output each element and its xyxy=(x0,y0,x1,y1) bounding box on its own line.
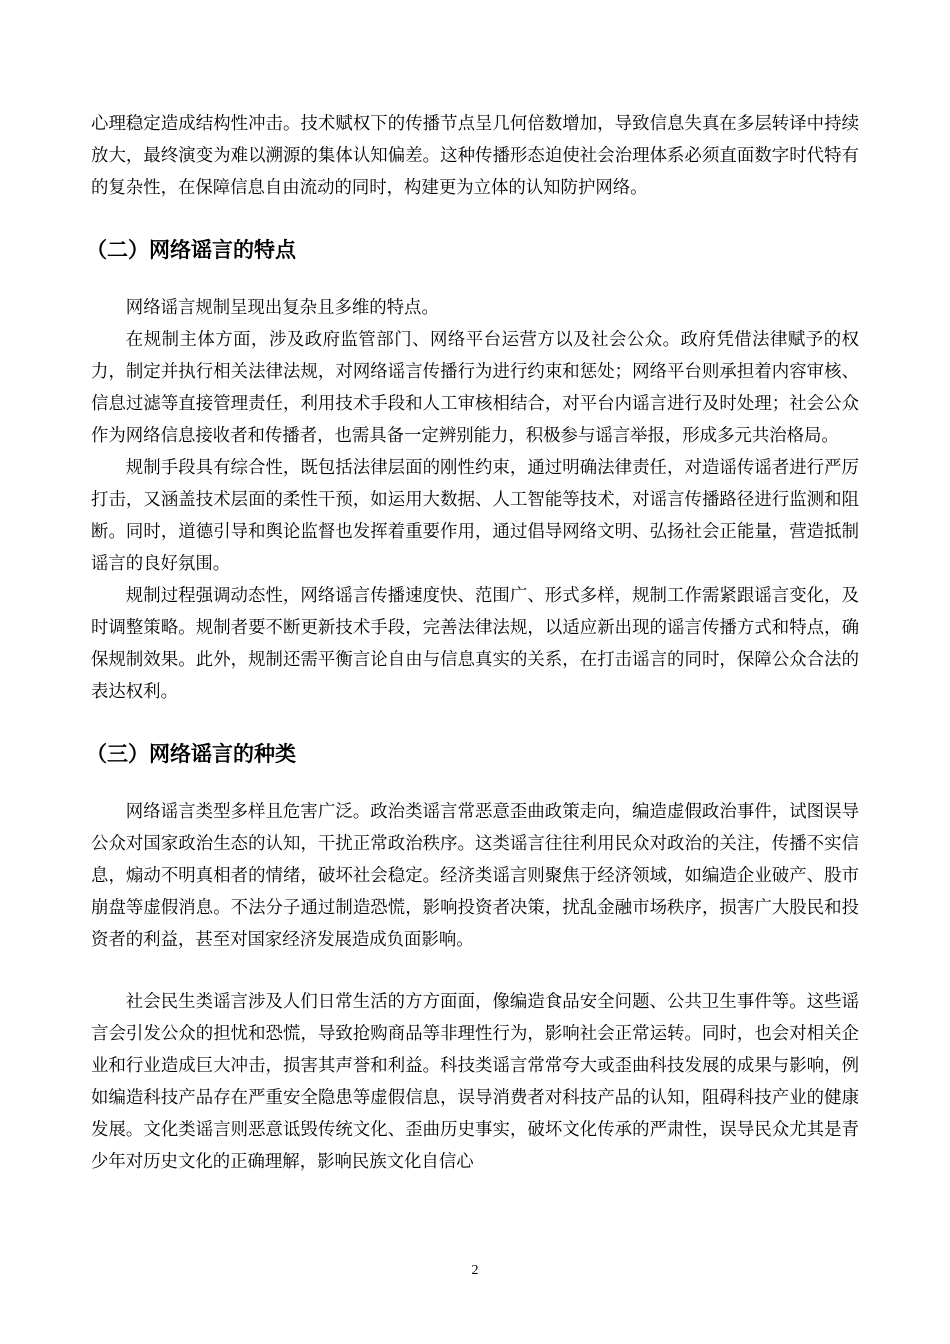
paragraph: 规制手段具有综合性，既包括法律层面的刚性约束，通过明确法律责任，对造谣传谣者进行严厉打击，又涵盖技术层面的柔性干预，如运用大数据、人工智能等技术，对谣言传播路径进行监测和阻断。同时，道德引导和舆论监督也发挥着重要作用，通过倡导网络文明、弘扬社会正能量，营造抵制谣言的良好氛围。 xyxy=(91,458,859,574)
page-body xyxy=(86,108,859,1178)
section-heading-types: （三）网络谣言的种类 xyxy=(86,742,296,766)
page-number: 2 xyxy=(471,1263,479,1278)
paragraph: 在规制主体方面，涉及政府监管部门、网络平台运营方以及社会公众。政府凭借法律赋予的权力，制定并执行相关法律法规，对网络谣言传播行为进行约束和惩处；网络平台则承担着内容审核、信息过滤等直接管理责任，利用技术手段和人工审核相结合，对平台内谣言进行及时处理；社会公众作为网络信息接收者和传播者，也需具备一定辨别能力，积极参与谣言举报，形成多元共治格局。 xyxy=(91,330,859,446)
section-heading-characteristics: （二）网络谣言的特点 xyxy=(86,238,296,262)
paragraph: 规制过程强调动态性，网络谣言传播速度快、范围广、形式多样，规制工作需紧跟谣言变化，及时调整策略。规制者要不断更新技术手段，完善法律法规，以适应新出现的谣言传播方式和特点，确保规制效果。此外，规制还需平衡言论自由与信息真实的关系，在打击谣言的同时，保障公众合法的表达权利。 xyxy=(91,586,859,702)
continued-paragraph: 心理稳定造成结构性冲击。技术赋权下的传播节点呈几何倍数增加，导致信息失真在多层转译中持续放大，最终演变为难以溯源的集体认知偏差。这种传播形态迫使社会治理体系必须直面数字时代特有的复杂性，在保障信息自由流动的同时，构建更为立体的认知防护网络。 xyxy=(91,114,859,198)
paragraph: 网络谣言类型多样且危害广泛。政治类谣言常恶意歪曲政策走向，编造虚假政治事件，试图误导公众对国家政治生态的认知，干扰正常政治秩序。这类谣言往往利用民众对政治的关注，传播不实信息，煽动不明真相者的情绪，破坏社会稳定。经济类谣言则聚焦于经济领域，如编造企业破产、股市崩盘等虚假消息。不法分子通过制造恐慌，影响投资者决策，扰乱金融市场秩序，损害广大股民和投资者的利益，甚至对国家经济发展造成负面影响。 xyxy=(91,802,859,950)
paragraph: 网络谣言规制呈现出复杂且多维的特点。 xyxy=(125,298,439,318)
paragraph: 社会民生类谣言涉及人们日常生活的方方面面，像编造食品安全问题、公共卫生事件等。这些谣言会引发公众的担忧和恐慌，导致抢购商品等非理性行为，影响社会正常运转。同时，也会对相关企业和行业造成巨大冲击，损害其声誉和利益。科技类谣言常常夸大或歪曲科技发展的成果与影响，例如编造科技产品存在严重安全隐患等虚假信息，误导消费者对科技产品的认知，阻碍科技产业的健康发展。文化类谣言则恶意诋毁传统文化、歪曲历史事实，破坏文化传承的严肃性，误导民众尤其是青少年对历史文化的正确理解，影响民族文化自信心 xyxy=(91,992,859,1172)
